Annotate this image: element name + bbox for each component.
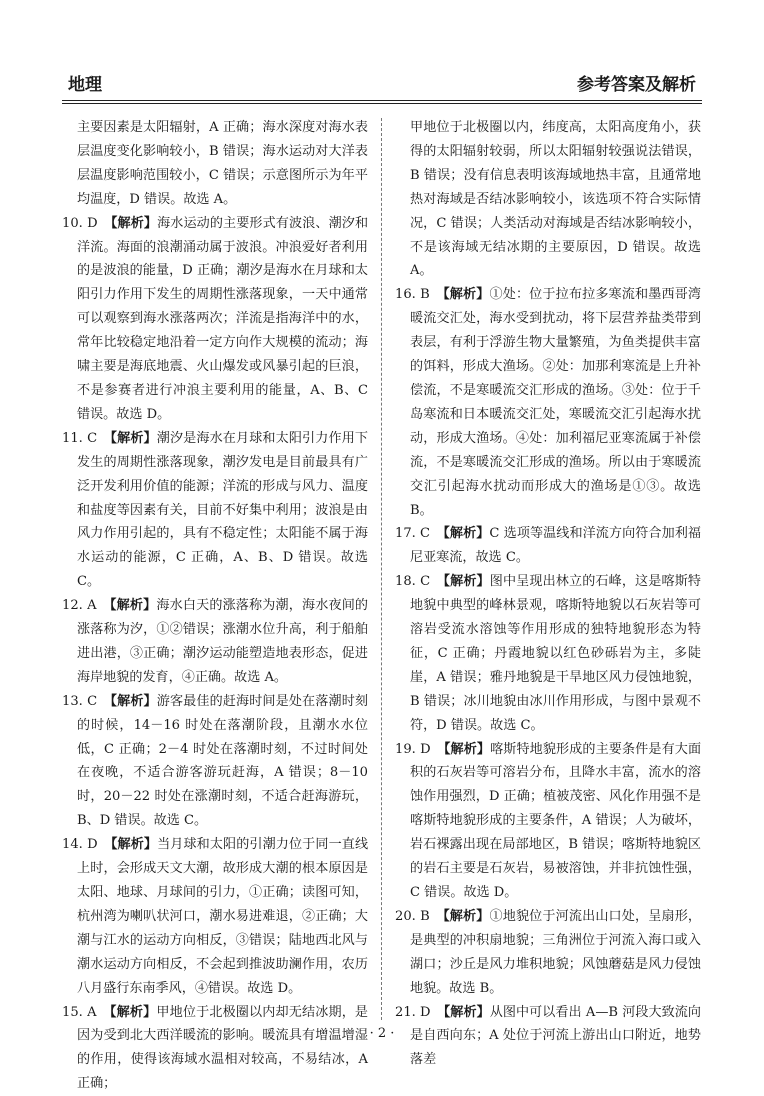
analysis-tag: 【解析】 — [443, 908, 490, 924]
analysis-tag: 【解析】 — [443, 526, 490, 542]
answer-item-13 — [62, 690, 368, 833]
answer-item-19 — [395, 738, 701, 905]
answer-item-17 — [395, 522, 701, 570]
answer-item-12 — [62, 594, 368, 690]
page-number: · 2 · — [369, 1026, 395, 1041]
answer-item-10 — [62, 212, 368, 427]
answer-item-20 — [395, 905, 701, 1001]
answer-number: 12. A — [62, 598, 97, 614]
analysis-tag: 【解析】 — [443, 574, 490, 590]
answer-text: 图中呈现出林立的石峰，这是喀斯特地貌中典型的峰林景观，喀斯特地貌以石灰岩等可溶岩受流水溶蚀等作用形成的独特地貌形态为特征，C 正确；丹霞地貌以红色砂砾岩为主，多陡崖，A 错误；雅丹地貌是干旱地区风力侵蚀地貌，B 错误；冰川地貌由冰川作用形成，与图中景观不符，D 错误。故选 C。 — [410, 574, 701, 733]
analysis-tag: 【解析】 — [110, 693, 157, 709]
answer-number: 10. D — [62, 215, 98, 231]
analysis-tag: 【解析】 — [110, 837, 158, 853]
right-column — [395, 116, 701, 1072]
answer-item-11 — [62, 427, 368, 594]
answer-text: 甲地位于北极圈以内却无结冰期，是因为受到北大西洋暖流的影响。暖流具有增温增湿的作用，使得该海域水温相对较高，不易结冰，A 正确； — [77, 1004, 369, 1092]
answer-number: 19. D — [395, 741, 431, 757]
answer-text: 喀斯特地貌形成的主要条件是有大面积的石灰岩等可溶岩分布，且降水丰富，流水的溶蚀作用强烈，D 正确；植被茂密、风化作用强不是喀斯特地貌形成的主要条件，A 错误；人为破坏，岩石裸露出现在局部地区，B 错误；喀斯特地貌区的岩石主要是石灰岩，易被溶蚀，并非抗蚀性强，C 错误。故选 D。 — [410, 741, 702, 900]
answer-number: 14. D — [62, 837, 98, 853]
answer-text: 当月球和太阳的引潮力位于同一直线上时，会形成天文大潮，故形成大潮的根本原因是太阳、地球、月球间的引力，①正确；读图可知，杭州湾为喇叭状河口，潮水易进难退，②正确；大潮与江水的运动方向相反，③错误；陆地西北风与潮水运动方向相反，不会起到推波助澜作用，农历八月盛行东南季风，④错误。故选 D。 — [77, 837, 369, 996]
analysis-tag: 【解析】 — [443, 287, 490, 303]
analysis-tag: 【解析】 — [109, 598, 157, 614]
page-header — [62, 66, 702, 96]
analysis-tag: 【解析】 — [110, 215, 158, 231]
answer-text: 从图中可以看出 A—B 河段大致流向是自西向东；A 处位于河流上游出山口附近，地势落差 — [410, 1004, 702, 1068]
answer-item-15 — [62, 1001, 368, 1096]
answer-number: 13. C — [62, 693, 98, 709]
analysis-tag: 【解析】 — [110, 430, 157, 446]
answer-number: 11. C — [62, 430, 98, 446]
subject-title: 地理 — [68, 75, 102, 95]
answer-text: 游客最佳的赶海时间是处在落潮时刻的时候，14－16 时处在落潮阶段，且潮水水位低，C 正确；2－4 时处在落潮时刻，不过时间处在夜晚，不适合游客游玩赶海，A 错误；8－10 时，20－22 时处在涨潮时刻，不适合赶海游玩，B、D 错误。故选 C。 — [77, 693, 368, 829]
answer-item-14 — [62, 833, 368, 1000]
analysis-tag: 【解析】 — [443, 741, 491, 757]
answer-item-16 — [395, 283, 701, 522]
answer-number: 18. C — [395, 574, 431, 590]
answer-text: 海水运动的主要形式有波浪、潮汐和洋流。海面的浪潮涌动属于波浪。冲浪爱好者利用的是波浪的能量，D 正确；潮汐是海水在月球和太阳引力作用下发生的周期性涨落现象，一天中通常可以观察到海水涨落两次；洋流是指海洋中的水，常年比较稳定地沿着一定方向作大规模的流动；海啸主要是海底地震、火山爆发或风暴引起的巨浪，不是参赛者进行冲浪主要利用的能量，A、B、C 错误。故选 D。 — [77, 215, 369, 422]
analysis-tag: 【解析】 — [443, 1004, 490, 1020]
header-rule-thin — [62, 103, 702, 104]
continuation-text: 主要因素是太阳辐射，A 正确；海水深度对海水表层温度变化影响较小，B 错误；海水运动对大洋表层温度影响范围较小，C 错误；示意图所示为年平均温度，D 错误。故选 A。 — [77, 120, 368, 207]
answer-text: 潮汐是海水在月球和太阳引力作用下发生的周期性涨落现象，潮汐发电是目前最具有广泛开发利用价值的能源；洋流的形成与风力、温度和盐度等因素有关，目前不好集中利用；波浪是由风力作用引起的，具有不稳定性；太阳能不属于海水运动的能源，C 正确，A、B、D 错误。故选 C。 — [77, 430, 368, 590]
answer-number: 16. B — [395, 287, 430, 303]
column-divider — [381, 118, 382, 1020]
answer-number: 21. D — [395, 1004, 431, 1020]
header-rule-thick — [62, 100, 702, 101]
answer-number: 20. B — [395, 908, 430, 924]
answer-text: ①地貌位于河流出山口处，呈扇形，是典型的冲积扇地貌；三角洲位于河流入海口或入湖口；沙丘是风力堆积地貌；风蚀蘑菇是风力侵蚀地貌。故选 B。 — [410, 908, 702, 996]
continuation-text: 甲地位于北极圈以内，纬度高，太阳高度角小，获得的太阳辐射较弱，所以太阳辐射较强说法错误，B 错误；没有信息表明该海域地热丰富，且通常地热对海域是否结冰影响较小，该选项不符合实际情况，C 错误；人类活动对海域是否结冰影响较小，不是该海域无结冰期的主要原因，D 错误。故选 A。 — [410, 120, 701, 279]
answer-item-18 — [395, 570, 701, 737]
answer-text: ①处：位于拉布拉多寒流和墨西哥湾暖流交汇处，海水受到扰动，将下层营养盐类带到表层，有利于浮游生物大量繁殖，为鱼类提供丰富的饵料，形成大渔场。②处：加那利寒流是上升补偿流，不是寒暖流交汇形成的渔场。③处：位于千岛寒流和日本暖流交汇处，寒暖流交汇引起海水扰动，形成大渔场。④处：加利福尼亚寒流属于补偿流，不是寒暖流交汇形成的渔场。所以由于寒暖流交汇引起海水扰动而形成大的渔场是①③。故选 B。 — [410, 287, 702, 518]
answer-text: C 选项等温线和洋流方向符合加利福尼亚寒流，故选 C。 — [410, 526, 701, 566]
analysis-tag: 【解析】 — [109, 1004, 157, 1020]
left-column — [62, 116, 368, 1096]
answer-number: 17. C — [395, 526, 431, 542]
section-title: 参考答案及解析 — [577, 75, 696, 95]
answer-number: 15. A — [62, 1004, 97, 1020]
answer-text: 海水白天的涨落称为潮，海水夜间的涨落称为汐，①②错误；涨潮水位升高，利于船舶进出港，③正确；潮汐运动能塑造地表形态，促进海岸地貌的发育，④正确。故选 A。 — [77, 598, 369, 685]
